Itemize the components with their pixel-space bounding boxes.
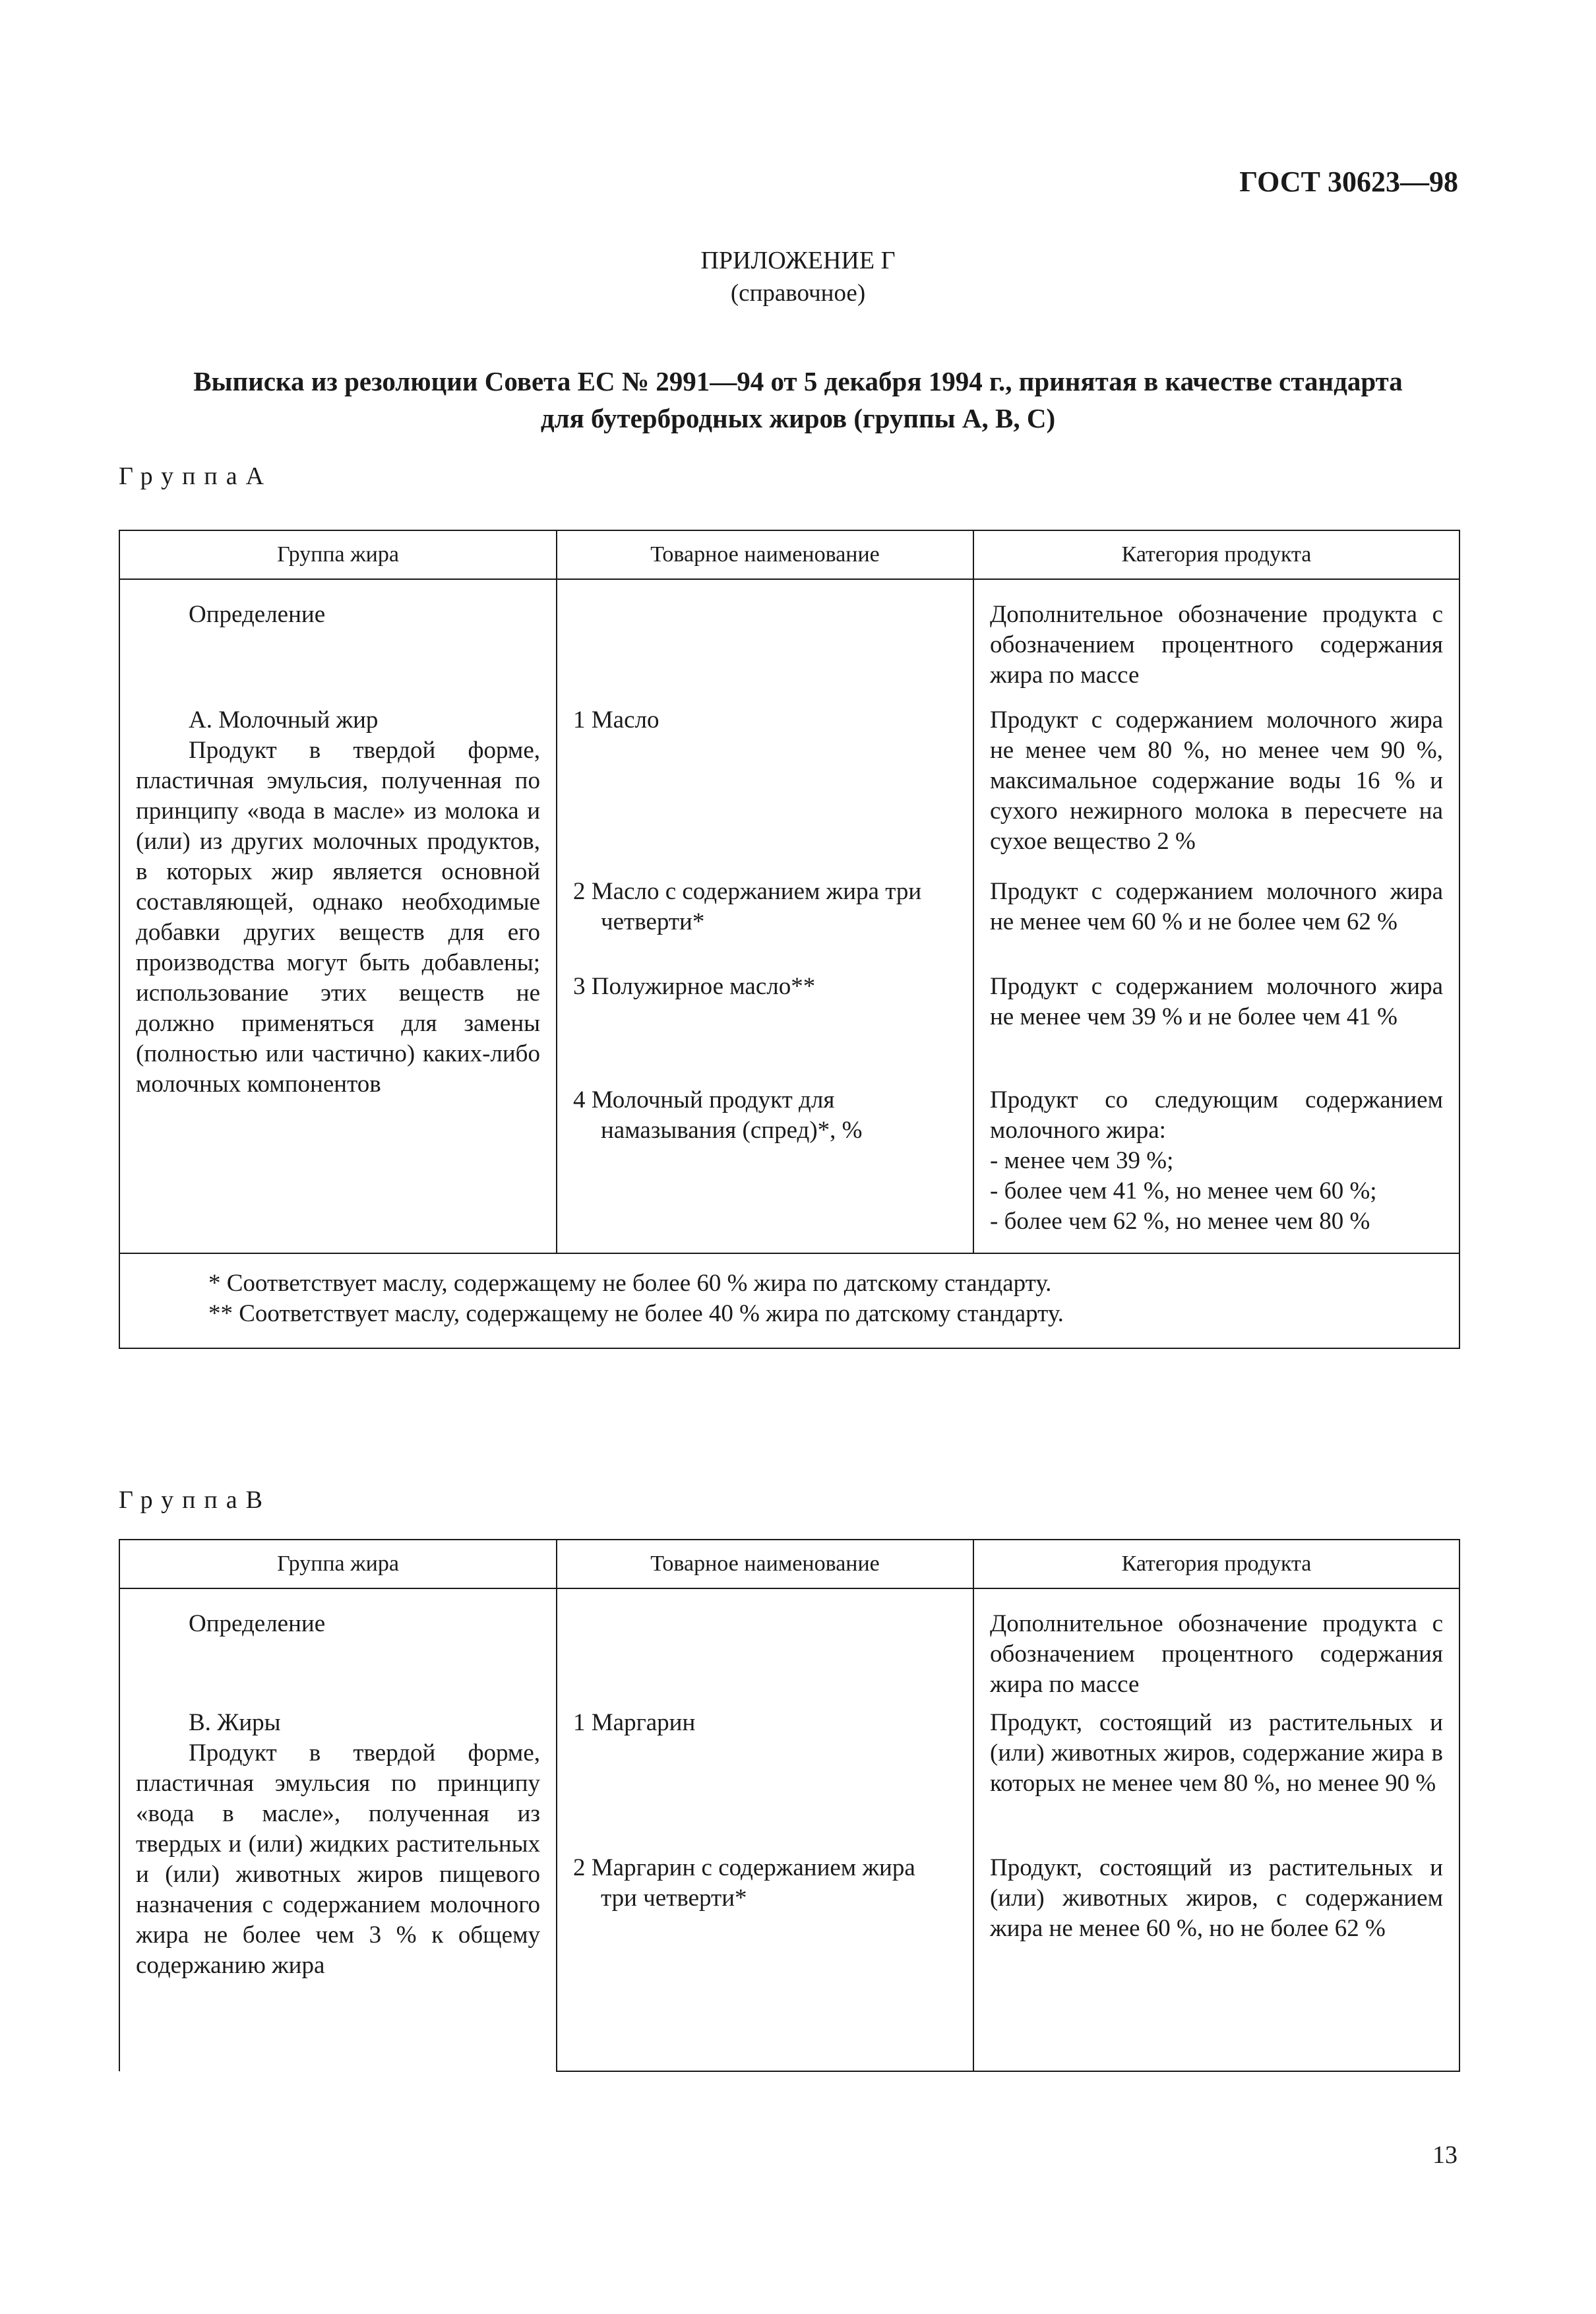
footnote: ** Соответствует маслу, содержащему не более 40 % жира по датскому стандарту.	[208, 1300, 1064, 1327]
definition-cell	[119, 579, 557, 691]
product-name: 3 Полужирное масло**	[573, 973, 816, 1000]
definition-category: Дополнительное обозначение продукта с обозначением процентного содержания жира по массе	[973, 1588, 1459, 1701]
footnote-row	[119, 1253, 1459, 1348]
definition-cell	[119, 1588, 557, 1701]
fat-group-cell	[119, 691, 557, 1253]
definition-label: Определение	[189, 1610, 326, 1637]
table-header-row	[119, 1540, 1459, 1588]
appendix-title: ПРИЛОЖЕНИЕ Г	[700, 247, 896, 274]
product-name: 4 Молочный продукт для намазывания (спред)*, %	[573, 1086, 863, 1144]
table-row	[119, 579, 1459, 691]
footnotes	[119, 1253, 1459, 1348]
table-header-row	[119, 530, 1459, 579]
product-name: 1 Маргарин	[573, 1709, 696, 1736]
group-b-table	[119, 1539, 1460, 2072]
fat-group-title: В. Жиры	[189, 1709, 281, 1736]
group-a-label: ГруппаА	[119, 462, 273, 490]
fat-group-text: Продукт в твердой форме, пластичная эмульсия по принципу «вода в масле», полученная из твердых и (или) жидких растительных и (или) животных жиров пищевого назначения с содержанием молочного жира не более чем 3 % к общему содержанию жира	[136, 1739, 540, 1979]
column-header: Группа жира	[119, 1540, 557, 1588]
spread-item: - более чем 41 %, но менее чем 60 %;	[990, 1177, 1377, 1204]
table-row	[119, 1701, 1459, 1853]
product-category-cell: Продукт, состоящий из растительных и (или) животных жиров, с содержанием жира не менее 60 %, но не более 62 %	[973, 1853, 1459, 2071]
product-category-cell: Продукт с содержанием молочного жира не менее чем 80 %, но менее чем 90 %, максимальное содержание воды 16 % и сухого нежирного молока в пересчете на сухое вещество 2 %	[973, 691, 1459, 870]
product-name: 2 Масло с содержанием жира три четверти*	[573, 878, 922, 935]
table-row	[119, 1588, 1459, 1701]
product-name-cell	[557, 1079, 973, 1253]
fat-group-title: А. Молочный жир	[189, 706, 379, 734]
column-header: Категория продукта	[973, 1540, 1459, 1588]
column-header: Товарное наименование	[557, 1540, 973, 1588]
product-name-cell	[557, 870, 973, 960]
product-category-cell: Продукт, состоящий из растительных и (или) животных жиров, содержание жира в которых не менее чем 80 %, но менее 90 %	[973, 1701, 1459, 1853]
group-a-table	[119, 530, 1460, 1349]
footnote: * Соответствует маслу, содержащему не более 60 % жира по датскому стандарту.	[208, 1270, 1052, 1297]
column-header: Категория продукта	[973, 530, 1459, 579]
spread-item: - менее чем 39 %;	[990, 1147, 1174, 1174]
product-name-cell	[557, 960, 973, 1079]
product-name-cell	[557, 1701, 973, 1853]
title-line-1: Выписка из резолюции Совета ЕС № 2991—94 от 5 декабря 1994 г., принятая в качестве стандарта	[193, 366, 1403, 396]
definition-label: Определение	[189, 601, 326, 628]
product-category-cell	[973, 1079, 1459, 1253]
fat-group-text: Продукт в твердой форме, пластичная эмульсия, полученная по принципу «вода в масле» из молока и (или) из других молочных продуктов, в которых жир является основной составляющей, однако необходимые добавки других веществ для его производства могут быть добавлены; использование этих веществ не должно применяться для замены (полностью или частично) каких-либо молочных компонентов	[136, 737, 540, 1098]
product-name: 2 Маргарин с содержанием жира три четверти*	[573, 1854, 915, 1912]
document-code: ГОСТ 30623—98	[1239, 166, 1458, 198]
page-number: 13	[1432, 2141, 1458, 2169]
product-category-cell: Продукт с содержанием молочного жира не менее чем 39 % и не более чем 41 %	[973, 960, 1459, 1079]
table-row	[119, 691, 1459, 870]
spread-intro: Продукт со следующим содержанием молочного жира:	[990, 1086, 1443, 1144]
product-category-cell: Продукт с содержанием молочного жира не менее чем 60 % и не более чем 62 %	[973, 870, 1459, 960]
empty-cell	[557, 1588, 973, 1701]
product-name-cell	[557, 691, 973, 870]
product-name: 1 Масло	[573, 706, 660, 734]
fat-group-cell	[119, 1701, 557, 2071]
appendix-heading	[0, 244, 1596, 310]
title-line-2: для бутербродных жиров (группы А, В, С)	[540, 403, 1056, 433]
product-name-cell	[557, 1853, 973, 2071]
document-title	[112, 363, 1484, 437]
empty-cell	[557, 579, 973, 691]
group-b-label: ГруппаВ	[119, 1486, 271, 1514]
appendix-subtitle: (справочное)	[730, 280, 866, 307]
definition-category: Дополнительное обозначение продукта с обозначением процентного содержания жира по массе	[973, 579, 1459, 691]
column-header: Группа жира	[119, 530, 557, 579]
spread-item: - более чем 62 %, но менее чем 80 %	[990, 1208, 1370, 1235]
column-header: Товарное наименование	[557, 530, 973, 579]
